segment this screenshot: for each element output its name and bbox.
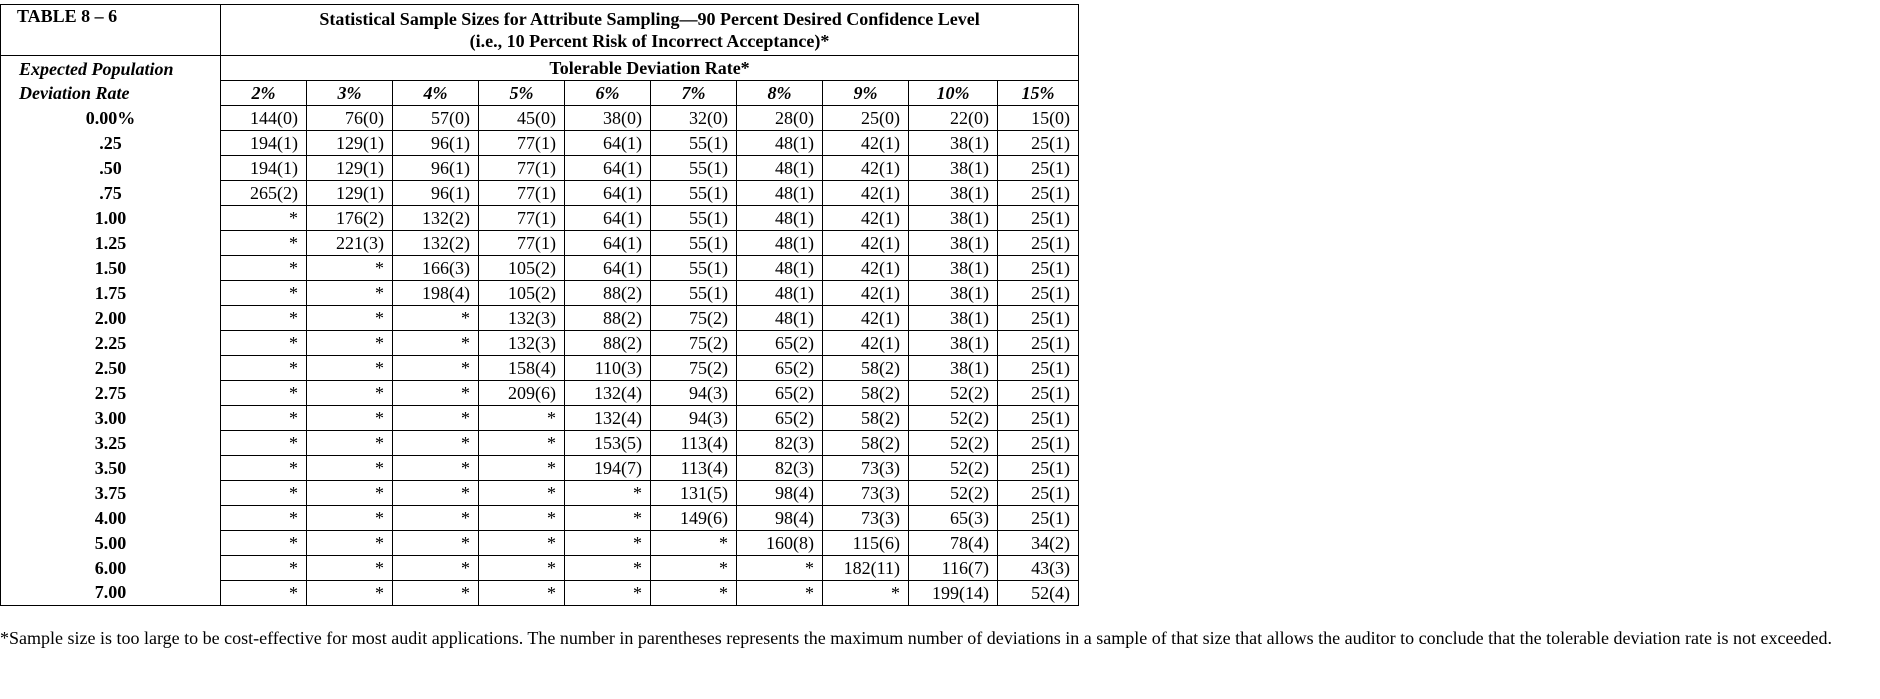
sample-size-cell: * (393, 306, 479, 331)
deviation-rate-cell: 3.25 (1, 431, 221, 456)
deviation-rate-cell: 3.00 (1, 406, 221, 431)
deviation-rate-cell: 7.00 (1, 581, 221, 606)
sample-size-cell: 209(6) (479, 381, 565, 406)
deviation-rate-cell: .50 (1, 156, 221, 181)
sample-size-cell: 38(0) (565, 106, 651, 131)
sample-size-cell: * (651, 581, 737, 606)
sample-size-cell: * (307, 406, 393, 431)
sample-size-cell: 42(1) (823, 156, 909, 181)
sample-size-cell: * (393, 506, 479, 531)
sample-size-cell: 129(1) (307, 181, 393, 206)
deviation-rate-cell: 3.75 (1, 481, 221, 506)
sample-size-cell: 48(1) (737, 281, 823, 306)
deviation-rate-cell: 2.75 (1, 381, 221, 406)
sample-size-cell: 25(1) (998, 156, 1079, 181)
sample-size-cell: 64(1) (565, 181, 651, 206)
sample-size-cell: 153(5) (565, 431, 651, 456)
table-row (1, 306, 1079, 331)
sample-size-cell: 25(1) (998, 131, 1079, 156)
sample-size-cell: 38(1) (909, 356, 998, 381)
sample-size-cell: 48(1) (737, 306, 823, 331)
sample-size-cell: 25(1) (998, 231, 1079, 256)
deviation-rate-cell: 3.50 (1, 456, 221, 481)
table-row (1, 181, 1079, 206)
sample-size-cell: 94(3) (651, 381, 737, 406)
sample-size-cell: 55(1) (651, 281, 737, 306)
sample-size-cell: * (221, 281, 307, 306)
sample-size-cell: * (651, 531, 737, 556)
sample-size-cell: 38(1) (909, 156, 998, 181)
column-header: 7% (651, 81, 737, 106)
row-header-line1: Expected Population (19, 58, 174, 79)
sample-size-cell: * (221, 531, 307, 556)
sample-size-cell: 176(2) (307, 206, 393, 231)
sample-size-cell: * (307, 331, 393, 356)
footnote: *Sample size is too large to be cost-effective for most audit applications. The number in parentheses represents the maximum number of deviations in a sample of that size that allows the auditor to conclude that the tolerable deviation rate is not exceeded. (0, 628, 1832, 648)
sample-size-cell: 25(1) (998, 331, 1079, 356)
sample-size-cell: 48(1) (737, 231, 823, 256)
sample-size-cell: * (737, 581, 823, 606)
sample-size-cell: 58(2) (823, 356, 909, 381)
deviation-rate-cell: 2.50 (1, 356, 221, 381)
table-row (1, 581, 1079, 606)
sample-size-cell: 75(2) (651, 331, 737, 356)
sample-size-cell: 73(3) (823, 506, 909, 531)
sample-size-cell: * (221, 306, 307, 331)
table-row (1, 431, 1079, 456)
sample-size-cell: 144(0) (221, 106, 307, 131)
sample-size-cell: 76(0) (307, 106, 393, 131)
group-header-row (1, 56, 1079, 81)
sample-size-cell: * (221, 581, 307, 606)
column-header: 4% (393, 81, 479, 106)
sample-size-cell: * (307, 506, 393, 531)
sample-size-cell: 64(1) (565, 131, 651, 156)
sample-size-cell: 58(2) (823, 431, 909, 456)
sample-size-cell: 77(1) (479, 206, 565, 231)
sample-size-cell: 25(1) (998, 206, 1079, 231)
sample-size-cell: * (565, 506, 651, 531)
table-title-line1: Statistical Sample Sizes for Attribute Sampling—90 Percent Desired Confidence Level (319, 9, 980, 29)
sample-size-cell: 82(3) (737, 456, 823, 481)
sample-size-cell: 194(1) (221, 156, 307, 181)
sample-size-cell: 82(3) (737, 431, 823, 456)
sample-size-cell: 48(1) (737, 256, 823, 281)
sample-size-cell: * (565, 531, 651, 556)
sample-size-cell: * (393, 381, 479, 406)
table-row (1, 381, 1079, 406)
sample-size-cell: 25(1) (998, 481, 1079, 506)
sample-size-cell: 52(2) (909, 406, 998, 431)
sample-size-cell: 38(1) (909, 331, 998, 356)
sample-size-cell: 113(4) (651, 431, 737, 456)
column-header: 8% (737, 81, 823, 106)
table-row (1, 356, 1079, 381)
sample-size-cell: 132(2) (393, 206, 479, 231)
sample-size-cell: * (393, 531, 479, 556)
sample-size-cell: * (307, 431, 393, 456)
table-row (1, 406, 1079, 431)
sample-size-cell: 96(1) (393, 156, 479, 181)
sample-size-cell: 105(2) (479, 256, 565, 281)
sample-size-cell: * (307, 581, 393, 606)
sample-size-cell: 132(4) (565, 406, 651, 431)
sample-size-cell: 28(0) (737, 106, 823, 131)
deviation-rate-cell: 2.00 (1, 306, 221, 331)
sample-size-cell: * (565, 581, 651, 606)
sample-size-cell: 48(1) (737, 181, 823, 206)
sample-size-cell: 64(1) (565, 231, 651, 256)
column-header: 5% (479, 81, 565, 106)
table-row (1, 556, 1079, 581)
sample-size-cell: 25(1) (998, 406, 1079, 431)
sample-size-cell: * (221, 406, 307, 431)
sample-size-cell: 77(1) (479, 131, 565, 156)
sample-size-cell: 42(1) (823, 306, 909, 331)
sample-size-cell: * (221, 206, 307, 231)
sample-size-cell: 55(1) (651, 206, 737, 231)
sample-size-cell: 55(1) (651, 256, 737, 281)
title-row (1, 5, 1079, 56)
sample-size-cell: 132(3) (479, 331, 565, 356)
sample-size-cell: 25(1) (998, 281, 1079, 306)
sample-size-cell: 38(1) (909, 256, 998, 281)
table-title-line2: (i.e., 10 Percent Risk of Incorrect Acceptance)* (469, 31, 830, 51)
deviation-rate-cell: 1.25 (1, 231, 221, 256)
deviation-rate-cell: 5.00 (1, 531, 221, 556)
table-row (1, 256, 1079, 281)
sample-size-cell: * (479, 406, 565, 431)
sample-size-cell: 42(1) (823, 281, 909, 306)
sample-size-cell: * (221, 456, 307, 481)
tolerable-rate-header: Tolerable Deviation Rate* (221, 56, 1079, 81)
sample-size-cell: 65(3) (909, 506, 998, 531)
sample-size-cell: * (393, 406, 479, 431)
sample-size-cell: 88(2) (565, 306, 651, 331)
column-header: 6% (565, 81, 651, 106)
deviation-rate-cell: 0.00% (1, 106, 221, 131)
sample-size-cell: 25(1) (998, 181, 1079, 206)
sample-size-cell: 77(1) (479, 231, 565, 256)
sample-size-cell: 88(2) (565, 331, 651, 356)
sample-size-cell: * (737, 556, 823, 581)
sample-size-cell: * (393, 331, 479, 356)
sample-size-cell: 38(1) (909, 231, 998, 256)
sample-size-cell: 25(1) (998, 381, 1079, 406)
sample-size-cell: 42(1) (823, 181, 909, 206)
deviation-rate-cell: 1.00 (1, 206, 221, 231)
table-row (1, 331, 1079, 356)
sample-size-cell: 55(1) (651, 131, 737, 156)
sample-size-cell: 129(1) (307, 131, 393, 156)
sample-size-cell: 52(2) (909, 431, 998, 456)
sample-size-cell: * (221, 431, 307, 456)
sample-size-cell: * (479, 481, 565, 506)
sample-size-cell: 116(7) (909, 556, 998, 581)
sample-size-cell: 55(1) (651, 231, 737, 256)
sample-size-cell: * (393, 356, 479, 381)
sample-size-cell: 42(1) (823, 131, 909, 156)
sample-size-cell: 149(6) (651, 506, 737, 531)
sample-size-cell: 25(0) (823, 106, 909, 131)
sample-size-cell: * (221, 506, 307, 531)
sample-size-cell: 45(0) (479, 106, 565, 131)
sample-size-cell: 64(1) (565, 206, 651, 231)
sample-size-cell: 55(1) (651, 156, 737, 181)
sample-size-cell: 58(2) (823, 406, 909, 431)
column-header: 3% (307, 81, 393, 106)
deviation-rate-cell: 1.75 (1, 281, 221, 306)
sample-size-cell: * (479, 431, 565, 456)
sample-size-cell: * (221, 381, 307, 406)
sample-size-cell: * (479, 531, 565, 556)
sample-size-cell: 77(1) (479, 156, 565, 181)
sample-size-cell: 75(2) (651, 306, 737, 331)
sample-size-cell: 65(2) (737, 381, 823, 406)
deviation-rate-cell: 2.25 (1, 331, 221, 356)
sample-size-cell: * (307, 456, 393, 481)
sample-size-cell: 64(1) (565, 256, 651, 281)
sample-size-cell: * (823, 581, 909, 606)
sample-size-cell: 25(1) (998, 356, 1079, 381)
sample-size-cell: 52(2) (909, 481, 998, 506)
sample-size-cell: * (307, 306, 393, 331)
sample-size-cell: 38(1) (909, 131, 998, 156)
sample-size-cell: * (393, 556, 479, 581)
sample-size-cell: 105(2) (479, 281, 565, 306)
sample-size-cell: * (221, 231, 307, 256)
table-row (1, 131, 1079, 156)
sample-size-cell: 78(4) (909, 531, 998, 556)
sample-size-cell: 55(1) (651, 181, 737, 206)
sample-size-cell: 25(1) (998, 256, 1079, 281)
sample-size-cell: 96(1) (393, 131, 479, 156)
sample-size-cell: 132(3) (479, 306, 565, 331)
column-header: 9% (823, 81, 909, 106)
sample-size-cell: * (307, 356, 393, 381)
sample-size-cell: * (565, 556, 651, 581)
sample-size-cell: * (307, 481, 393, 506)
sample-size-cell: 48(1) (737, 206, 823, 231)
sample-size-cell: * (479, 556, 565, 581)
sample-size-cell: 42(1) (823, 256, 909, 281)
sample-size-cell: 22(0) (909, 106, 998, 131)
table-row (1, 456, 1079, 481)
sample-size-cell: * (307, 556, 393, 581)
sample-size-cell: 65(2) (737, 406, 823, 431)
sample-size-cell: 42(1) (823, 206, 909, 231)
sample-size-cell: * (221, 331, 307, 356)
table-row (1, 106, 1079, 131)
sample-size-cell: * (393, 481, 479, 506)
sample-size-cell: 194(1) (221, 131, 307, 156)
deviation-rate-cell: 4.00 (1, 506, 221, 531)
sample-size-cell: 38(1) (909, 206, 998, 231)
sample-size-cell: 25(1) (998, 456, 1079, 481)
sample-size-cell: 94(3) (651, 406, 737, 431)
sample-size-cell: * (565, 481, 651, 506)
column-header: 15% (998, 81, 1079, 106)
sample-size-cell: * (221, 356, 307, 381)
sample-size-cell: 25(1) (998, 431, 1079, 456)
table-row (1, 531, 1079, 556)
sample-size-cell: * (221, 481, 307, 506)
sample-size-cell: * (307, 281, 393, 306)
column-header: 10% (909, 81, 998, 106)
sample-size-cell: 38(1) (909, 281, 998, 306)
sample-size-cell: 115(6) (823, 531, 909, 556)
sample-size-cell: 34(2) (998, 531, 1079, 556)
sample-size-cell: 25(1) (998, 306, 1079, 331)
sample-size-cell: 75(2) (651, 356, 737, 381)
sample-size-cell: 265(2) (221, 181, 307, 206)
sample-size-cell: * (393, 431, 479, 456)
sample-size-cell: 25(1) (998, 506, 1079, 531)
table-row (1, 206, 1079, 231)
sample-size-cell: 160(8) (737, 531, 823, 556)
sample-size-cell: 43(3) (998, 556, 1079, 581)
sample-size-cell: 73(3) (823, 456, 909, 481)
table-row (1, 156, 1079, 181)
deviation-rate-cell: 1.50 (1, 256, 221, 281)
sample-size-cell: * (393, 581, 479, 606)
sample-size-cell: 221(3) (307, 231, 393, 256)
sample-size-cell: 73(3) (823, 481, 909, 506)
sample-size-cell: 64(1) (565, 156, 651, 181)
sample-size-cell: * (307, 531, 393, 556)
sample-size-cell: 96(1) (393, 181, 479, 206)
deviation-rate-cell: .75 (1, 181, 221, 206)
sample-size-cell: 110(3) (565, 356, 651, 381)
table-id: TABLE 8 – 6 (1, 5, 221, 56)
deviation-rate-cell: 6.00 (1, 556, 221, 581)
sample-size-cell: 98(4) (737, 506, 823, 531)
sample-size-cell: 58(2) (823, 381, 909, 406)
sample-size-cell: * (479, 581, 565, 606)
sample-size-cell: * (221, 256, 307, 281)
sample-size-cell: 166(3) (393, 256, 479, 281)
sample-size-cell: 113(4) (651, 456, 737, 481)
sample-size-cell: 38(1) (909, 181, 998, 206)
sample-size-cell: 52(2) (909, 381, 998, 406)
sample-size-cell: 198(4) (393, 281, 479, 306)
sample-size-cell: 32(0) (651, 106, 737, 131)
deviation-rate-cell: .25 (1, 131, 221, 156)
sample-size-cell: 15(0) (998, 106, 1079, 131)
sample-size-cell: 52(4) (998, 581, 1079, 606)
sample-size-cell: 52(2) (909, 456, 998, 481)
sample-size-cell: 42(1) (823, 231, 909, 256)
sample-size-cell: 194(7) (565, 456, 651, 481)
row-header-line2: Deviation Rate (19, 82, 130, 103)
sample-size-cell: 42(1) (823, 331, 909, 356)
sample-size-cell: 131(5) (651, 481, 737, 506)
sample-size-cell: 132(2) (393, 231, 479, 256)
sample-size-cell: 129(1) (307, 156, 393, 181)
sample-size-cell: 77(1) (479, 181, 565, 206)
row-header (1, 56, 221, 106)
sample-size-cell: 38(1) (909, 306, 998, 331)
sample-size-cell: 158(4) (479, 356, 565, 381)
sample-size-cell: 199(14) (909, 581, 998, 606)
sample-size-cell: * (221, 556, 307, 581)
sample-size-cell: 132(4) (565, 381, 651, 406)
sample-size-cell: 48(1) (737, 156, 823, 181)
table-row (1, 281, 1079, 306)
sample-size-cell: 98(4) (737, 481, 823, 506)
sample-size-cell: * (307, 381, 393, 406)
sample-size-cell: 65(2) (737, 331, 823, 356)
table-row (1, 506, 1079, 531)
sample-size-cell: 88(2) (565, 281, 651, 306)
sample-size-cell: * (307, 256, 393, 281)
sample-size-cell: 182(11) (823, 556, 909, 581)
sample-size-cell: * (479, 506, 565, 531)
sample-size-cell: * (479, 456, 565, 481)
column-header: 2% (221, 81, 307, 106)
table-row (1, 481, 1079, 506)
table-title (221, 5, 1079, 56)
sample-size-cell: 65(2) (737, 356, 823, 381)
sample-size-cell: 48(1) (737, 131, 823, 156)
sample-size-cell: 57(0) (393, 106, 479, 131)
sample-size-cell: * (393, 456, 479, 481)
table-row (1, 231, 1079, 256)
sample-size-cell: * (651, 556, 737, 581)
sample-size-table (0, 4, 1079, 606)
